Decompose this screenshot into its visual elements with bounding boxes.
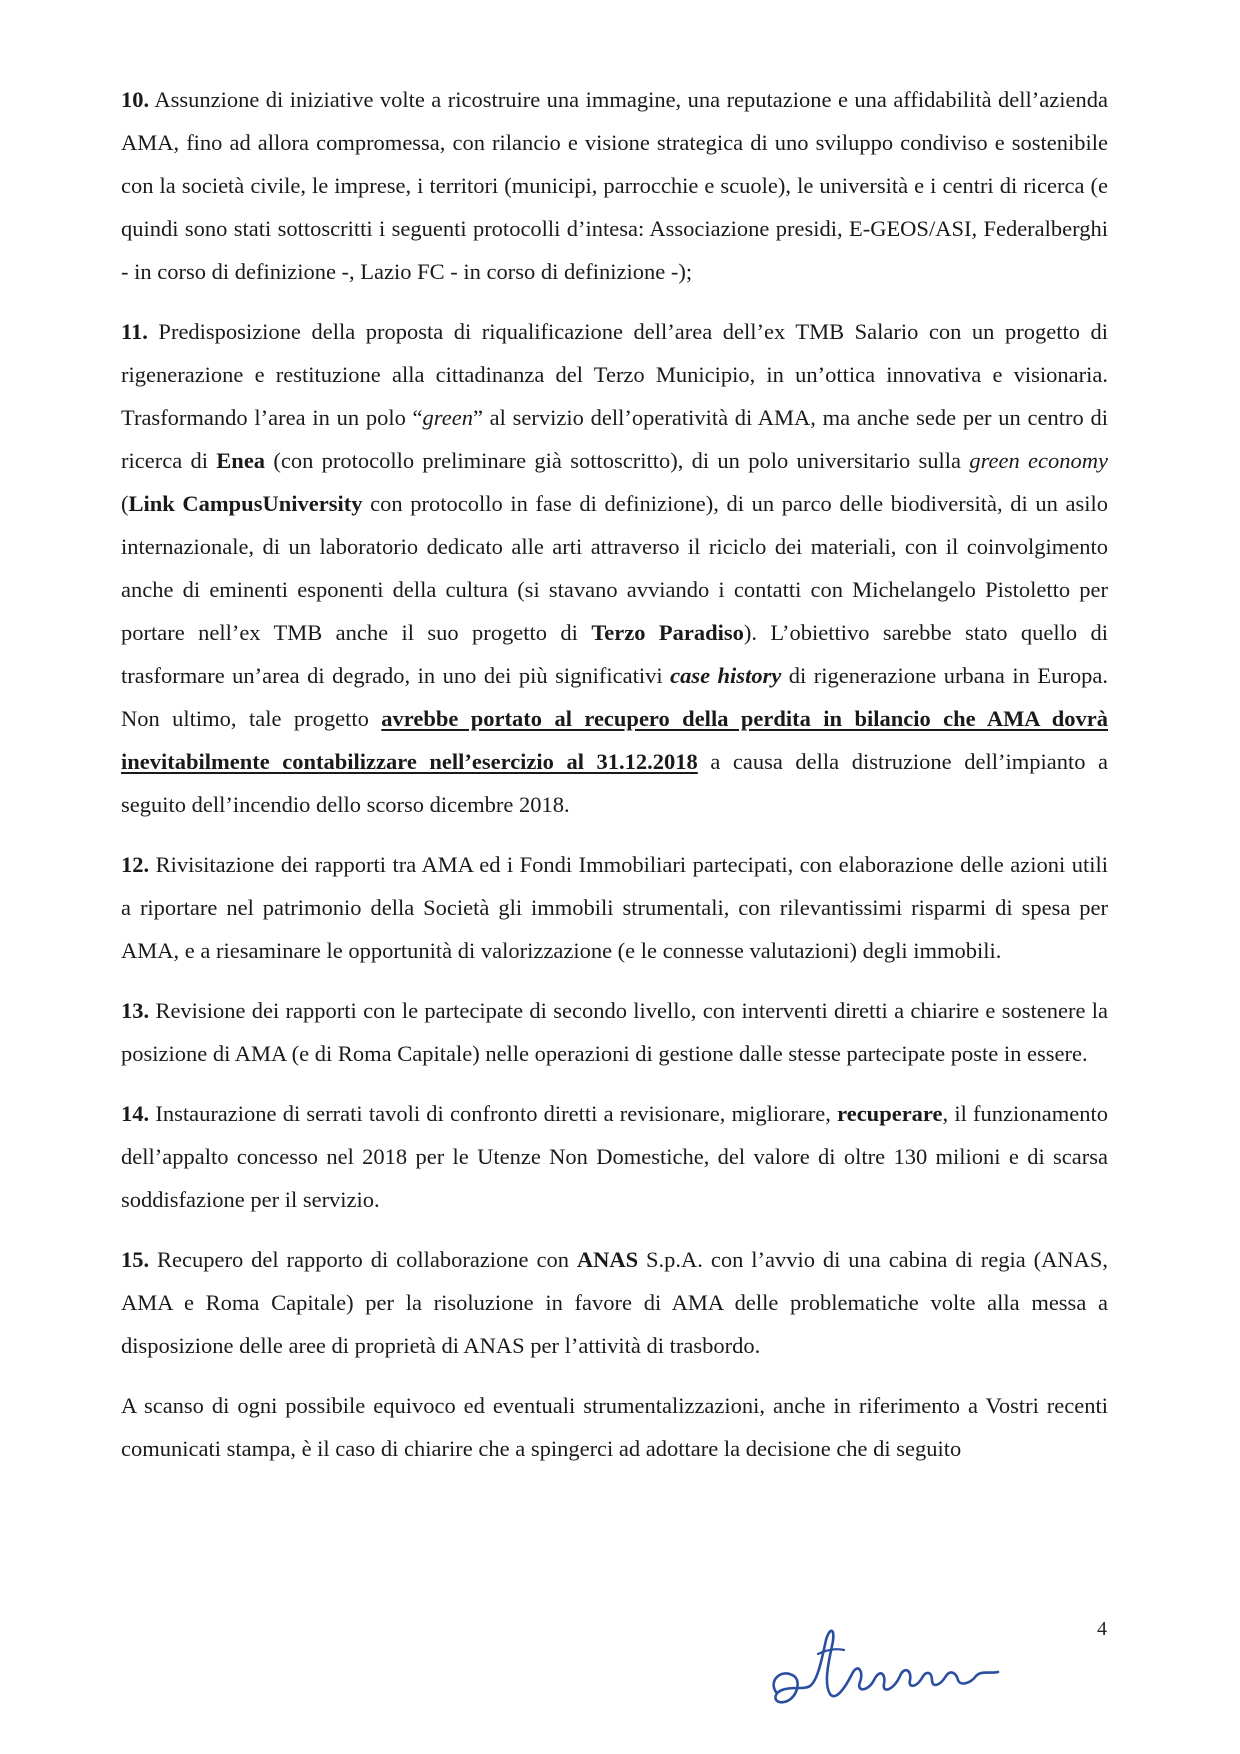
text-run: , il funzionamento dell’appalto concesso nel 2018 per le Utenze Non Domestiche, del valore di oltre 130 milioni e di scarsa soddisfazione per il servizio. [121,1101,1108,1212]
paragraph-p12 [121,843,1108,972]
item-number: 10. [121,87,150,112]
text-run: ( [121,491,129,516]
text-run: di rigenerazione urbana in Europa. Non ultimo, tale progetto [121,663,1108,731]
text-run: avrebbe portato al recupero della perdita in bilancio che AMA dovrà inevitabilmente contabilizzare nell’esercizio al 31.12.2018 [121,706,1108,774]
text-run: Rivisitazione dei rapporti tra AMA ed i Fondi Immobiliari partecipati, con elaborazione delle azioni utili a riportare nel patrimonio della Società gli immobili strumentali, con rilevantissimi risparmi di spesa per AMA, e a riesaminare le opportunità di valorizzazione (e le connesse valutazioni) degli immobili. [121,852,1108,963]
item-number: 12. [121,852,150,877]
text-run: Link CampusUniversity [128,491,363,516]
text-run: a causa della distruzione dell’impianto a seguito dell’incendio dello scorso dicembre 2018. [121,749,1108,817]
text-run: S.p.A. con l’avvio di una cabina di regia (ANAS, AMA e Roma Capitale) per la risoluzione in favore di AMA delle problematiche volte alla messa a disposizione delle aree di proprietà di ANAS per l’attività di trasbordo. [121,1247,1108,1358]
paragraph-p10 [121,78,1108,293]
paragraph-p11 [121,310,1108,826]
item-number: 14. [121,1101,150,1126]
text-run: recuperare [837,1101,943,1126]
text-run: ANAS [576,1247,639,1272]
page-number: 4 [1097,1618,1107,1640]
text-run: green [422,405,473,430]
text-run: Predisposizione della proposta di riqualificazione dell’area dell’ex TMB Salario con un progetto di rigenerazione e restituzione alla cittadinanza del Terzo Municipio, in un’ottica innovativa e visionaria. Trasformando l’area in un polo “ [121,319,1108,430]
text-run: Instaurazione di serrati tavoli di confronto diretti a revisionare, migliorare, [149,1101,838,1126]
text-run: Recupero del rapporto di collaborazione con [149,1247,577,1272]
paragraph-p13 [121,989,1108,1075]
paragraph-p15 [121,1238,1108,1367]
text-run: con protocollo in fase di definizione), di un parco delle biodiversità, di un asilo internazionale, di un laboratorio dedicato alle arti attraverso il riciclo dei materiali, con il coinvolgimento anche di eminenti esponenti della cultura (si stavano avviando i contatti con Michelangelo Pistoletto per portare nell’ex TMB anche il suo progetto di [121,491,1109,645]
text-run: (con protocollo preliminare già sottoscritto), di un polo universitario sulla [265,448,970,473]
text-run: Enea [216,448,266,473]
item-number: 13. [121,998,150,1023]
paragraph-p-closing [121,1384,1108,1470]
text-run: ). L’obiettivo sarebbe stato quello di trasformare un’area di degrado, in uno dei più significativi [121,620,1109,688]
text-run: Assunzione di iniziative volte a ricostruire una immagine, una reputazione e una affidabilità dell’azienda AMA, fino ad allora compromessa, con rilancio e visione strategica di uno sviluppo condiviso e sostenibile con la società civile, le imprese, i territori (municipi, parrocchie e scuole), le università e i centri di ricerca (e quindi sono stati sottoscritti i seguenti protocolli d’intesa: Associazione presidi, E-GEOS/ASI, Federalberghi - in corso di definizione -, Lazio FC - in corso di definizione -); [121,87,1108,284]
text-run: A scanso di ogni possibile equivoco ed eventuali strumentalizzazioni, anche in riferimento a Vostri recenti comunicati stampa, è il caso di chiarire che a spingerci ad adottare la decisione che di seguito [121,1393,1108,1461]
text-run: case history [670,663,782,688]
paragraph-p14 [121,1092,1108,1221]
document-body [121,78,1108,1470]
text-run: green economy [969,448,1109,473]
text-run: ” al servizio dell’operatività di AMA, ma anche sede per un centro di ricerca di [121,405,1108,473]
text-run: Revisione dei rapporti con le partecipate di secondo livello, con interventi diretti a chiarire e sostenere la posizione di AMA (e di Roma Capitale) nelle operazioni di gestione dalle stesse partecipate poste in essere. [121,998,1108,1066]
text-run: Terzo Paradiso [591,620,744,645]
handwritten-signature [762,1614,1012,1714]
item-number: 11. [121,319,148,344]
item-number: 15. [121,1247,150,1272]
